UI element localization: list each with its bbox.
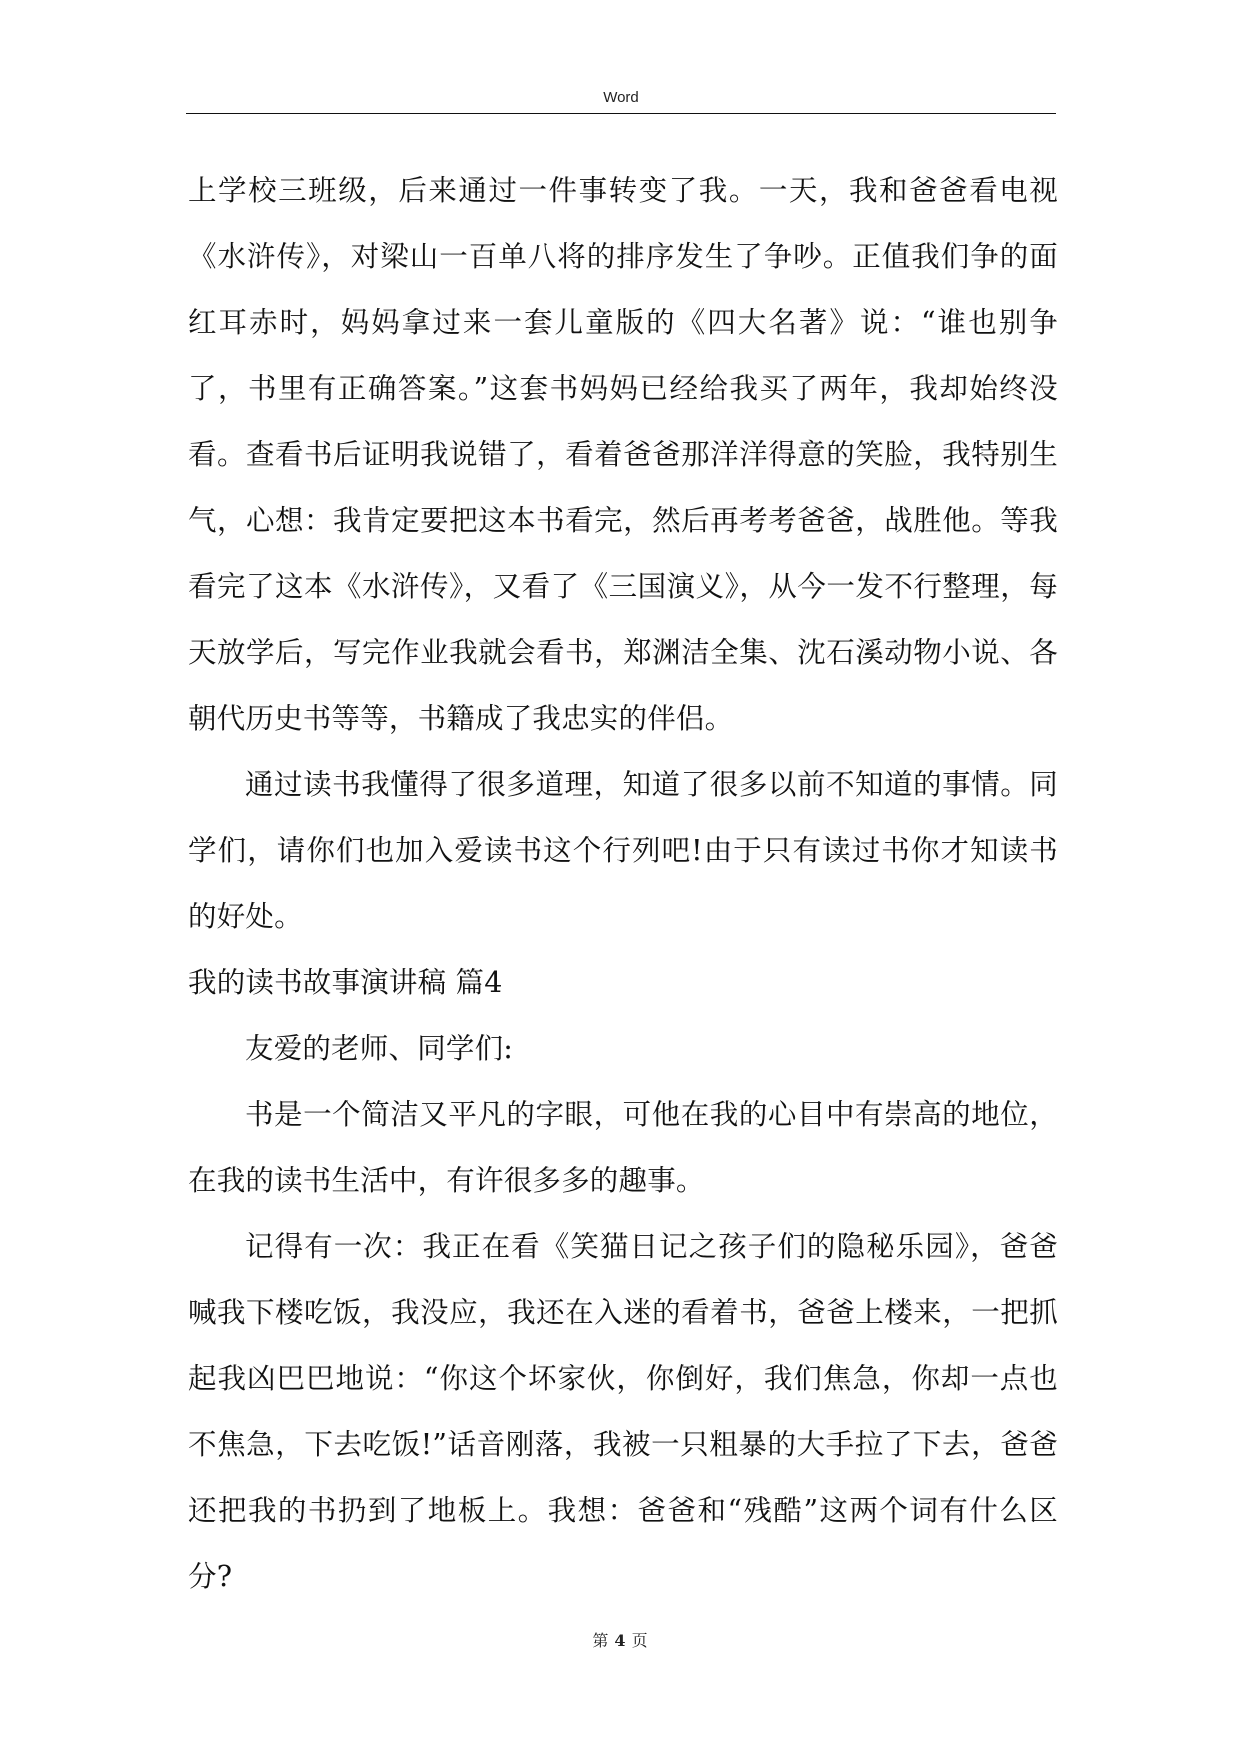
body-paragraph: 记得有一次：我正在看《笑猫日记之孩子们的隐秘乐园》，爸爸喊我下楼吃饭，我没应，我还在入迷的看着书，爸爸上楼来，一把抓起我凶巴巴地说：“你这个坏家伙，你倒好，我们焦急，你却一点也不焦急，下去吃饭!”话音刚落，我被一只粗暴的大手拉了下去，爸爸还把我的书扔到了地板上。我想：爸爸和“残酷”这两个词有什么区分? [188, 1230, 1058, 1593]
page-footer [0, 1628, 1240, 1651]
header-divider [186, 113, 1056, 114]
salutation-paragraph: 友爱的老师、同学们: [245, 1032, 514, 1065]
page-header [186, 88, 1056, 108]
page-number: 4 [614, 1631, 626, 1650]
body-paragraph: 通过读书我懂得了很多道理，知道了很多以前不知道的事情。同学们，请你们也加入爱读书这个行列吧!由于只有读过书你才知读书的好处。 [188, 768, 1058, 933]
document-body [188, 158, 1058, 1610]
page-number-prefix: 第 [592, 1631, 609, 1650]
body-paragraph: 上学校三班级，后来通过一件事转变了我。一天，我和爸爸看电视《水浒传》，对梁山一百单八将的排序发生了争吵。正值我们争的面红耳赤时，妈妈拿过来一套儿童版的《四大名著》说：“谁也别争了，书里有正确答案。”这套书妈妈已经给我买了两年，我却始终没看。查看书后证明我说错了，看着爸爸那洋洋得意的笑脸，我特别生气，心想：我肯定要把这本书看完，然后再考考爸爸，战胜他。等我看完了这本《水浒传》，又看了《三国演义》，从今一发不行整理，每天放学后，写完作业我就会看书，郑渊洁全集、沈石溪动物小说、各朝代历史书等等，书籍成了我忠实的伴侣。 [188, 174, 1058, 735]
header-title: Word [603, 89, 639, 106]
page-number-suffix: 页 [631, 1631, 648, 1650]
body-paragraph: 书是一个简洁又平凡的字眼，可他在我的心目中有崇高的地位，在我的读书生活中，有许很多多的趣事。 [188, 1098, 1058, 1197]
section-heading: 我的读书故事演讲稿 篇4 [188, 966, 503, 999]
